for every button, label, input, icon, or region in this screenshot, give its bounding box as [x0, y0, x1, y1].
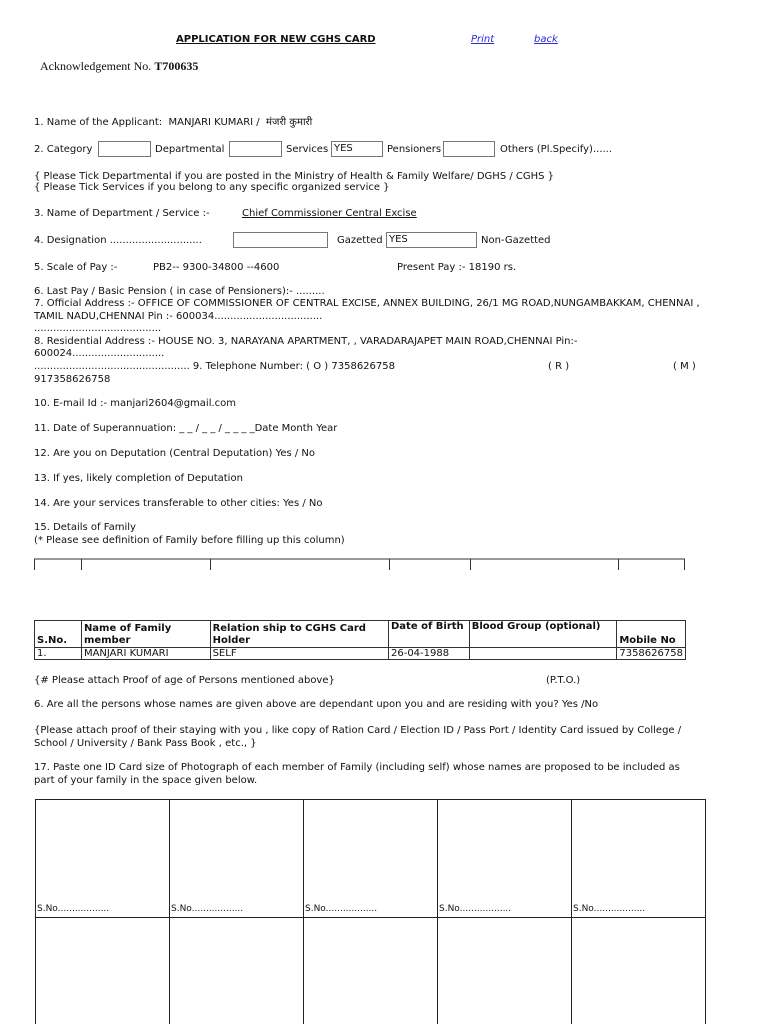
ack-label: Acknowledgement No.: [40, 59, 152, 73]
photo-box[interactable]: [571, 799, 706, 918]
photo-box[interactable]: [35, 799, 170, 918]
photo-sno-label: S.No..................: [37, 904, 110, 914]
pto-label: (P.T.O.): [546, 675, 581, 686]
family-table: [34, 620, 686, 660]
cell-sno: 1.: [35, 648, 82, 660]
q9-telephone: ................................................. 9. Telephone Number: ( O ) 7358626758: [34, 361, 395, 372]
proof-stay-line2: School / University / Bank Pass Book , etc., }: [34, 738, 257, 749]
q8-line2: 600024.............................: [34, 348, 165, 359]
others-label: Others (Pl.Specify)......: [500, 144, 613, 155]
photo-sno-label: S.No..................: [573, 904, 646, 914]
proof-of-age-note: {# Please attach Proof of age of Persons mentioned above}: [34, 675, 335, 686]
cell-mobile: 7358626758: [617, 648, 686, 660]
q1-label: 1. Name of the Applicant:: [34, 117, 163, 128]
q12-deputation: 12. Are you on Deputation (Central Deputation) Yes / No: [34, 448, 316, 459]
present-pay: Present Pay :- 18190 rs.: [397, 262, 517, 273]
q10-email: 10. E-mail Id :- manjari2604@gmail.com: [34, 398, 237, 409]
photo-box[interactable]: [303, 799, 438, 918]
photo-box[interactable]: [437, 799, 572, 918]
q11-superannuation: 11. Date of Superannuation: _ _ / _ _ / _ _ _ _Date Month Year: [34, 423, 338, 434]
table-strip: [34, 558, 686, 570]
cell-relationship: SELF: [210, 648, 388, 660]
q7-line1: 7. Official Address :- OFFICE OF COMMISSIONER OF CENTRAL EXCISE, ANNEX BUILDING, 26/1 MG ROAD,NUNGAMBAKKAM, CHENNAI ,: [34, 298, 700, 309]
pensioners-label: Pensioners: [387, 144, 442, 155]
photo-box[interactable]: [437, 917, 572, 1024]
q17-line1: 17. Paste one ID Card size of Photograph of each member of Family (including self) whose names are proposed to be included as: [34, 762, 680, 773]
q3-label: 3. Name of Department / Service :-: [34, 208, 210, 219]
q1-value: MANJARI KUMARI /: [168, 117, 260, 128]
back-link[interactable]: back: [534, 34, 558, 45]
cell-dob: 26-04-1988: [388, 648, 469, 660]
q3-value: Chief Commissioner Central Excise: [242, 208, 417, 219]
q4-label: 4. Designation .............................: [34, 235, 202, 246]
departmental-label: Departmental: [155, 144, 225, 155]
print-link[interactable]: Print: [471, 34, 495, 45]
photo-sno-label: S.No..................: [439, 904, 512, 914]
ack-number: T700635: [154, 59, 199, 73]
gazetted-label: Gazetted: [337, 235, 383, 246]
q13-deputation-completion: 13. If yes, likely completion of Deputation: [34, 473, 243, 484]
q17-line2: part of your family in the space given below.: [34, 775, 258, 786]
q5-label: 5. Scale of Pay :-: [34, 262, 118, 273]
services-label: Services: [286, 144, 329, 155]
departmental-box[interactable]: [98, 141, 151, 157]
col-blood-group: Blood Group (optional): [469, 621, 617, 648]
q9-residence: ( R ): [548, 361, 570, 372]
note-departmental: { Please Tick Departmental if you are posted in the Ministry of Health & Family Welfare/ DGHS / CGHS }: [34, 171, 555, 182]
departmental-tick-box[interactable]: [229, 141, 282, 157]
non-gazetted-label: Non-Gazetted: [481, 235, 551, 246]
q5-value: PB2-- 9300-34800 --4600: [153, 262, 280, 273]
photo-box[interactable]: [35, 917, 170, 1024]
note-services: { Please Tick Services if you belong to any specific organized service }: [34, 182, 390, 193]
photo-sno-label: S.No..................: [305, 904, 378, 914]
q9-mobile-label: ( M ): [673, 361, 696, 372]
q2-label: 2. Category: [34, 144, 93, 155]
proof-stay-line1: {Please attach proof of their staying with you , like copy of Ration Card / Election ID / Pass Port / Identity Card issued by College /: [34, 725, 682, 736]
pensioners-box[interactable]: [443, 141, 495, 157]
q15-title: 15. Details of Family: [34, 522, 136, 533]
col-relationship: Relation ship to CGHS Card Holder: [210, 621, 388, 648]
col-dob: Date of Birth: [388, 621, 469, 648]
photo-box[interactable]: [303, 917, 438, 1024]
q6b-dependants: 6. Are all the persons whose names are given above are dependant upon you and are residing with you? Yes /No: [34, 699, 599, 710]
q8-line1: 8. Residential Address :- HOUSE NO. 3, NARAYANA APARTMENT, , VARADARAJAPET MAIN ROAD,CHENNAI Pin:-: [34, 336, 578, 347]
services-box[interactable]: YES: [331, 141, 383, 157]
q14-transferable: 14. Are your services transferable to other cities: Yes / No: [34, 498, 323, 509]
col-sno: S.No.: [35, 621, 82, 648]
q7-line3: ........................................: [34, 323, 162, 334]
q1-hindi: मंजरी कुमारी: [266, 117, 313, 128]
acknowledgement: [40, 59, 198, 74]
photo-box[interactable]: [571, 917, 706, 1024]
cell-name: MANJARI KUMARI: [81, 648, 210, 660]
designation-box[interactable]: [233, 232, 328, 248]
q1-applicant-name: [34, 114, 312, 128]
gazetted-box[interactable]: YES: [386, 232, 477, 248]
form-title: APPLICATION FOR NEW CGHS CARD: [176, 34, 376, 45]
q15-note: (* Please see definition of Family before filling up this column): [34, 535, 345, 546]
photo-box[interactable]: [169, 799, 304, 918]
q6-last-pay: 6. Last Pay / Basic Pension ( in case of Pensioners):- .........: [34, 286, 325, 297]
q9-mobile: 917358626758: [34, 374, 111, 385]
table-row: [35, 648, 686, 660]
photo-sno-label: S.No..................: [171, 904, 244, 914]
q7-line2: TAMIL NADU,CHENNAI Pin :- 600034..................................: [34, 311, 323, 322]
col-mobile: Mobile No: [617, 621, 686, 648]
family-table-header: [35, 621, 686, 648]
cell-blood-group: [469, 648, 617, 660]
col-name: Name of Family member: [81, 621, 210, 648]
photo-box[interactable]: [169, 917, 304, 1024]
